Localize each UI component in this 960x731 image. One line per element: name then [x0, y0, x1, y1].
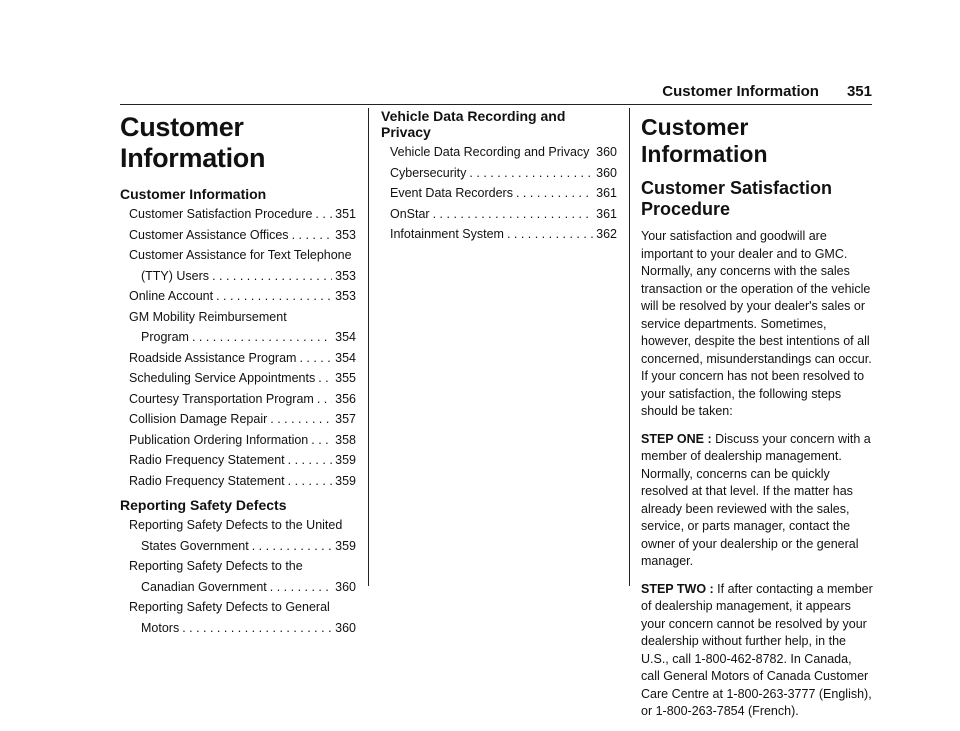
- toc-leader-dots: [433, 204, 594, 225]
- toc-entry[interactable]: [381, 163, 617, 184]
- toc-page-number: 353: [335, 227, 356, 242]
- toc-page-number: 355: [335, 371, 356, 385]
- toc-page-number: 353: [335, 289, 356, 303]
- toc-entry-title: Online Account: [129, 289, 214, 303]
- toc-leader-dots: [469, 163, 593, 184]
- toc-entry[interactable]: [120, 225, 356, 246]
- toc-entry[interactable]: [120, 389, 356, 410]
- toc-page-number: 361: [596, 206, 617, 221]
- toc-page-number: 353: [335, 268, 356, 283]
- step-one-label: STEP ONE :: [641, 431, 712, 446]
- toc-entry[interactable]: [120, 245, 356, 286]
- toc-leader-dots: [270, 577, 332, 598]
- toc-leader-dots: [216, 286, 332, 307]
- toc-entry-title: Radio Frequency Statement: [129, 473, 285, 488]
- toc-entry-title: Infotainment System: [390, 227, 504, 241]
- toc-leader-dots: [288, 471, 333, 492]
- toc-entry[interactable]: [120, 307, 356, 348]
- right-column: [641, 108, 873, 731]
- toc-entry[interactable]: [120, 348, 356, 369]
- toc-entry-title: Cybersecurity: [390, 165, 467, 180]
- toc-entry[interactable]: [120, 204, 356, 225]
- toc-entry[interactable]: [120, 556, 356, 597]
- toc-entry-title: Customer Assistance for Text Telephone: [129, 248, 352, 262]
- toc-entry[interactable]: [120, 450, 356, 471]
- toc-entry-title: OnStar: [390, 206, 430, 221]
- toc-page-number: 359: [335, 538, 356, 553]
- column-divider: [368, 108, 369, 586]
- toc-entry-title: Motors: [141, 620, 180, 635]
- toc-entry-title: Customer Satisfaction Procedure: [129, 207, 313, 221]
- toc-leader-dots: [288, 450, 333, 471]
- toc-leader-dots: [516, 183, 593, 204]
- toc-leader-dots: [299, 348, 332, 369]
- toc-entry-title: Publication Ordering Information: [129, 432, 309, 447]
- toc-entry-title: (TTY) Users: [141, 268, 210, 283]
- toc-heading: Reporting Safety Defects: [120, 497, 287, 513]
- toc-entry[interactable]: [120, 286, 356, 307]
- toc-heading: Customer Information: [120, 186, 267, 202]
- toc-page-number: 359: [335, 453, 356, 467]
- toc-page-number: 359: [335, 473, 356, 488]
- toc-entry[interactable]: [120, 409, 356, 430]
- toc-leader-dots: [192, 327, 332, 348]
- toc-leader-dots: [507, 224, 593, 245]
- toc-leader-dots: [317, 389, 332, 410]
- toc-entry-title: Reporting Safety Defects to the: [129, 559, 303, 573]
- toc-entry-title: States Government: [141, 538, 249, 553]
- toc-leader-dots: [311, 430, 332, 451]
- toc-entry-title: Canadian Government: [141, 579, 267, 594]
- column-divider: [629, 108, 630, 586]
- toc-page-number: 354: [335, 330, 356, 344]
- toc-leader-dots: [252, 536, 332, 557]
- step-two-paragraph: [641, 581, 873, 721]
- toc-entry[interactable]: [120, 430, 356, 451]
- toc-entry-title: GM Mobility Reimbursement: [129, 309, 287, 324]
- toc-entry[interactable]: [381, 224, 617, 245]
- toc-leader-dots: [315, 204, 332, 225]
- toc-groups: [120, 186, 356, 638]
- toc-leader-dots: [212, 266, 332, 287]
- toc-page-number: 360: [596, 145, 617, 159]
- middle-column: [381, 108, 617, 245]
- toc-entry-title: Scheduling Service Appointments: [129, 371, 316, 385]
- step-one-paragraph: [641, 431, 873, 571]
- toc-page-number: 362: [596, 227, 617, 241]
- step-one-text: Discuss your concern with a member of dealership management. Normally, concerns can be quickly resolved at that level. If the matter has already been reviewed with the sales, service, or parts manager, contact the owner of your dealership or the general manager.: [641, 431, 871, 568]
- toc-heading: Vehicle Data Recording and Privacy: [381, 108, 566, 140]
- toc-entry-title: Reporting Safety Defects to the United: [129, 518, 343, 532]
- step-two-text: If after contacting a member of dealership management, it appears your concern cannot be resolved by your dealership without further help, in the U.S., call 1-800-462-8782. In Canada, call General Motors of Canada Customer Care Centre at 1-800-263-3777 (English), or 1-800-263-7854 (French).: [641, 581, 873, 718]
- toc-entry[interactable]: [120, 515, 356, 556]
- toc-leader-dots: [182, 618, 332, 639]
- toc-page-number: 360: [335, 620, 356, 635]
- intro-paragraph: Your satisfaction and goodwill are important to your dealer and to GMC. Normally, any concerns with the sales transaction or the operation of the vehicle will be resolved by your dealer's sales or service departments. Sometimes, however, despite the best intentions of all concerned, misunderstandings can occur. If your concern has not been resolved to your satisfaction, the following steps should be taken:: [641, 229, 872, 418]
- toc-page-number: 351: [335, 207, 356, 221]
- toc-leader-dots: [292, 225, 333, 246]
- toc-page-number: 357: [335, 412, 356, 426]
- toc-entry[interactable]: [381, 183, 617, 204]
- toc-entry-title: Vehicle Data Recording and Privacy: [390, 145, 590, 159]
- toc-leader-dots: [592, 142, 593, 163]
- toc-leader-dots: [270, 409, 332, 430]
- left-column: [120, 108, 356, 638]
- toc-entry[interactable]: [381, 204, 617, 225]
- toc-entry-title: Program: [141, 330, 189, 344]
- step-two-label: STEP TWO :: [641, 581, 714, 596]
- toc-list: [381, 142, 617, 245]
- section-subtitle: Customer Satisfaction Procedure: [641, 178, 833, 219]
- toc-entry-title: Reporting Safety Defects to General: [129, 600, 330, 614]
- header-rule: [120, 104, 872, 105]
- toc-page-number: 361: [596, 186, 617, 200]
- toc-page-number: 360: [596, 165, 617, 180]
- toc-entry-title: Collision Damage Repair: [129, 412, 268, 426]
- toc-entry-title: Roadside Assistance Program: [129, 350, 297, 365]
- header-page-number: 351: [846, 83, 872, 100]
- toc-entry-title: Radio Frequency Statement: [129, 453, 285, 467]
- toc-page-number: 360: [335, 579, 356, 594]
- toc-leader-dots: [318, 368, 332, 389]
- toc-page-number: 358: [335, 432, 356, 447]
- section-title: Customer Information: [641, 114, 768, 167]
- header-section-title: Customer Information: [662, 83, 819, 100]
- toc-page-number: 356: [335, 391, 356, 406]
- toc-page-number: 354: [335, 350, 356, 365]
- running-header: [662, 83, 872, 100]
- toc-entry-title: Courtesy Transportation Program: [129, 391, 314, 406]
- toc-entry[interactable]: [120, 597, 356, 638]
- toc-entry[interactable]: [120, 368, 356, 389]
- toc-entry-title: Customer Assistance Offices: [129, 227, 289, 242]
- toc-entry[interactable]: [120, 471, 356, 492]
- toc-entry-title: Event Data Recorders: [390, 186, 513, 200]
- toc-entry[interactable]: [381, 142, 617, 163]
- chapter-title: Customer Information: [120, 112, 266, 173]
